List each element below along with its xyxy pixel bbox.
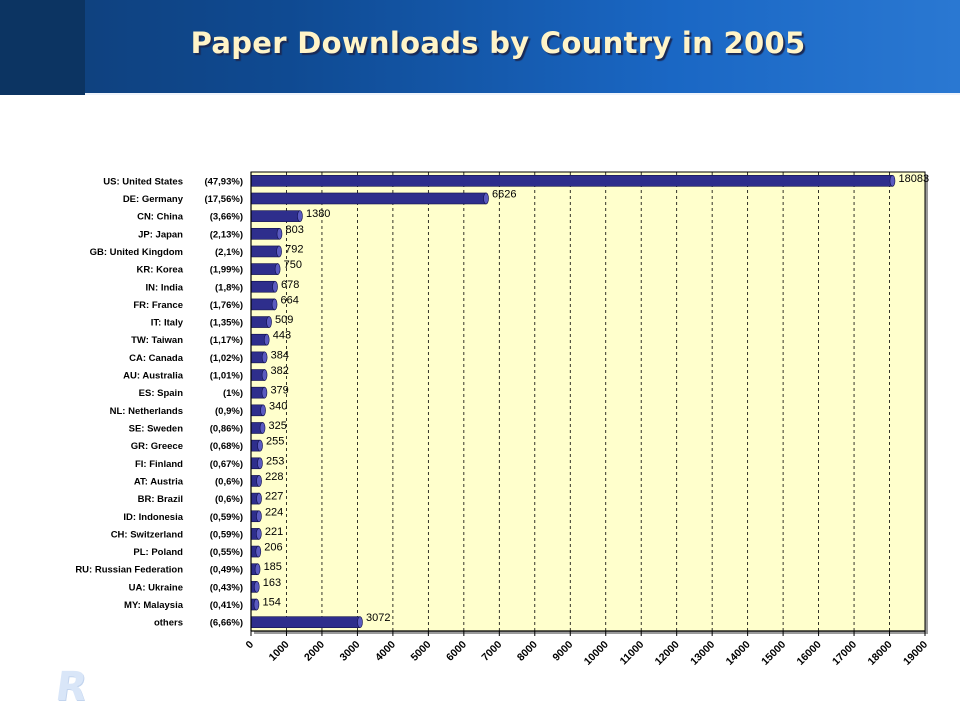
bar (251, 228, 279, 239)
bar-cap (258, 440, 263, 451)
category-label: KR: Korea (136, 264, 183, 276)
bar-cap (257, 475, 262, 486)
category-label: PL: Poland (133, 547, 183, 559)
percentage-label: (0,43%) (209, 582, 243, 594)
logo: R (52, 664, 91, 710)
bar-cap (890, 175, 895, 186)
bar-cap (264, 334, 269, 345)
bar (251, 246, 279, 257)
percentage-label: (0,67%) (209, 458, 243, 470)
percentage-label: (1,76%) (209, 299, 243, 311)
data-label: 163 (262, 576, 282, 589)
bar-cap (275, 264, 280, 275)
category-label: MY: Malaysia (124, 600, 183, 612)
data-label: 228 (265, 470, 284, 483)
bar (251, 281, 275, 292)
x-tick-label: 0 (243, 638, 257, 652)
category-label: DE: Germany (122, 193, 183, 205)
bar-cap (277, 246, 282, 257)
x-tick-label: 5000 (408, 638, 434, 664)
plot-area (251, 172, 925, 631)
bar-cap (261, 405, 266, 416)
x-tick-label: 1000 (266, 638, 292, 664)
percentage-label: (17,56%) (204, 193, 243, 205)
bar-cap (260, 422, 265, 433)
percentage-label: (0,59%) (209, 511, 243, 523)
category-label: AT: Austria (133, 476, 183, 488)
percentage-label: (0,6%) (215, 476, 243, 488)
category-label: IN: India (145, 282, 183, 294)
bar-cap (257, 493, 262, 504)
x-tick-label: 2000 (302, 638, 328, 664)
x-tick-label: 11000 (617, 638, 647, 668)
x-tick-label: 8000 (514, 638, 540, 664)
bar (251, 211, 300, 222)
bar-cap (484, 193, 489, 204)
bar (251, 264, 278, 275)
bar-cap (262, 370, 267, 381)
bar-cap (357, 617, 362, 628)
bar-cap (256, 528, 261, 539)
x-tick-label: 7000 (479, 638, 505, 664)
x-tick-label: 19000 (900, 638, 931, 668)
bar-cap (272, 299, 277, 310)
bar-cap (255, 564, 260, 575)
percentage-label: (3,66%) (209, 211, 243, 223)
percentage-label: (1,99%) (209, 264, 243, 276)
bar (251, 299, 275, 310)
category-label: NL: Netherlands (109, 405, 183, 417)
category-label: CN: China (137, 211, 183, 223)
x-tick-label: 14000 (723, 638, 753, 668)
category-label: SE: Sweden (128, 423, 183, 435)
bar-cap (256, 511, 261, 522)
x-tick-label: 17000 (830, 638, 860, 668)
data-label: 206 (264, 541, 283, 554)
category-label: ID: Indonesia (123, 511, 183, 523)
x-tick-label: 18000 (865, 638, 895, 668)
bar (251, 175, 892, 186)
percentage-label: (6,66%) (209, 617, 243, 629)
data-label: 255 (266, 435, 285, 448)
data-label: 792 (285, 243, 304, 256)
data-label: 1380 (305, 208, 331, 221)
x-tick-label: 10000 (581, 638, 611, 668)
percentage-label: (1,01%) (209, 370, 243, 382)
x-tick-label: 15000 (759, 638, 789, 668)
category-label: RU: Russian Federation (75, 564, 183, 576)
data-label: 185 (263, 561, 282, 574)
category-label: ES: Spain (138, 388, 183, 400)
x-tick-label: 4000 (373, 638, 399, 664)
data-label: 253 (265, 455, 285, 468)
data-label: 18083 (898, 172, 930, 185)
x-tick-label: 13000 (688, 638, 718, 668)
data-label: 325 (268, 419, 287, 432)
x-tick-label: 9000 (550, 638, 576, 664)
percentage-label: (1,02%) (209, 352, 243, 364)
bar-cap (254, 581, 259, 592)
percentage-label: (0,41%) (209, 600, 243, 612)
data-label: 678 (281, 278, 300, 291)
bar (251, 617, 360, 628)
percentage-label: (0,55%) (209, 547, 243, 559)
percentage-label: (2,13%) (209, 229, 243, 241)
bar-cap (273, 281, 278, 292)
percentage-label: (0,86%) (209, 423, 243, 435)
data-label: 379 (270, 384, 289, 397)
category-label: GB: United Kingdom (89, 246, 183, 258)
category-label: CA: Canada (129, 352, 183, 364)
percentage-label: (0,6%) (215, 494, 243, 506)
category-label: FR: France (133, 299, 183, 311)
percentage-label: (0,49%) (209, 564, 243, 576)
x-tick-label: 12000 (652, 638, 682, 668)
data-label: 6626 (492, 188, 517, 201)
category-label: AU: Australia (123, 370, 183, 382)
bar-cap (267, 317, 272, 328)
data-label: 443 (272, 329, 292, 342)
x-tick-label: 16000 (794, 638, 824, 668)
data-label: 154 (262, 596, 281, 609)
category-label: UA: Ukraine (128, 582, 183, 594)
percentage-label: (0,68%) (209, 441, 243, 453)
percentage-label: (1,35%) (209, 317, 243, 329)
x-tick-label: 6000 (443, 638, 469, 664)
category-label: CH: Switzerland (110, 529, 183, 541)
bar-cap (262, 352, 267, 363)
data-label: 221 (264, 525, 284, 538)
percentage-label: (47,93%) (204, 176, 243, 188)
percentage-label: (2,1%) (215, 246, 243, 258)
bar-cap (277, 228, 282, 239)
percentage-label: (1,17%) (209, 335, 243, 347)
category-label: US: United States (103, 176, 183, 188)
percentage-label: (0,59%) (209, 529, 243, 541)
percentage-label: (1,8%) (215, 282, 243, 294)
data-label: 664 (280, 294, 299, 307)
data-label: 803 (285, 223, 304, 236)
data-label: 384 (270, 349, 289, 362)
page-title: Paper Downloads by Country in 2005 (190, 26, 806, 60)
data-label: 382 (270, 365, 289, 378)
percentage-label: (1%) (222, 388, 243, 400)
bar-cap (262, 387, 267, 398)
data-label: 3072 (365, 612, 391, 625)
data-label: 509 (275, 314, 294, 327)
category-label: TW: Taiwan (131, 335, 183, 347)
category-label: JP: Japan (138, 229, 183, 241)
category-label: GR: Greece (130, 441, 183, 453)
data-label: 224 (264, 506, 284, 519)
bar (251, 193, 486, 204)
data-label: 750 (283, 259, 302, 272)
category-label: IT: Italy (150, 317, 183, 329)
category-label: BR: Brazil (137, 494, 183, 506)
category-label: others (153, 617, 183, 629)
data-label: 340 (269, 400, 288, 413)
bar-cap (254, 599, 259, 610)
bar-cap (256, 546, 261, 557)
percentage-label: (0,9%) (215, 405, 243, 417)
bar-cap (257, 458, 262, 469)
x-tick-label: 3000 (337, 638, 363, 664)
category-label: FI: Finland (134, 458, 183, 470)
data-label: 227 (265, 490, 284, 503)
bar-cap (297, 211, 302, 222)
